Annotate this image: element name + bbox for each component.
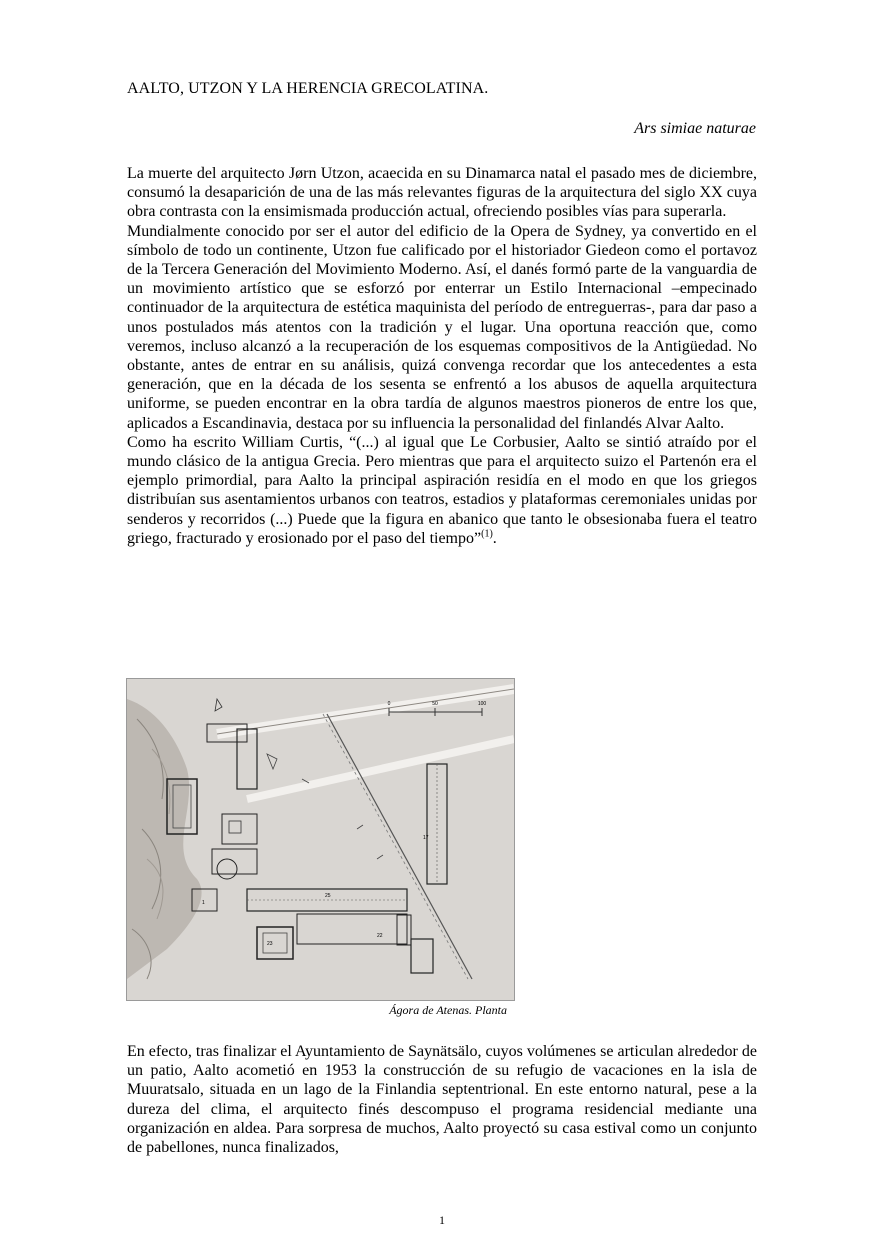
plan-label-17: 17 (423, 835, 429, 841)
footnote-marker: (1) (481, 528, 493, 540)
agora-plan-drawing (127, 679, 514, 1000)
body-text-top (127, 164, 757, 548)
agora-plan-figure (126, 678, 515, 1001)
plan-label-1: 1 (202, 900, 205, 906)
plan-label-23: 23 (267, 941, 273, 947)
paragraph-3-text: Como ha escrito William Curtis, “(...) al igual que Le Corbusier, Aalto se sintió atraído por el mundo clásico de la antigua Grecia. Pero mientras que para el arquitecto suizo el Partenón era el ejemplo primordial, para Aalto la principal aspiración residía en el modo en que los griegos distribuían sus asentamientos urbanos con teatros, estadios y plataformas ceremoniales unidas por senderos y recorridos (...) Puede que la figura en abanico que tanto le obsesionaba fuera el teatro griego, fracturado y erosionado por el paso del tiempo” (127, 433, 757, 547)
plan-label-22: 22 (377, 933, 383, 939)
document-title: AALTO, UTZON Y LA HERENCIA GRECOLATINA. (127, 80, 489, 97)
page-number: 1 (439, 1213, 445, 1227)
scale-label-0: 0 (387, 701, 391, 707)
paragraph-3 (127, 433, 757, 548)
scale-label-50: 50 (432, 701, 438, 707)
paragraph-1: La muerte del arquitecto Jørn Utzon, acaecida en su Dinamarca natal el pasado mes de diciembre, consumó la desaparición de una de las más relevantes figuras de la arquitectura del siglo XX cuya obra contrasta con la ensimismada producción actual, ofreciendo posibles vías para superarla. (127, 165, 757, 221)
scale-label-100: 100 (477, 701, 487, 707)
paragraph-4: En efecto, tras finalizar el Ayuntamiento de Saynätsälo, cuyos volúmenes se articulan alrededor de un patio, Aalto acometió en 1953 la construcción de su refugio de vacaciones en la isla de Muuratsalo, situada en un lago de la Finlandia septentrional. En este entorno natural, pese a la dureza del clima, el arquitecto finés descompuso el programa residencial mediante una organización en aldea. Para sorpresa de muchos, Aalto proyectó su casa estival como un conjunto de pabellones, nunca finalizados, (127, 1043, 757, 1157)
figure-caption: Ágora de Atenas. Planta (389, 1003, 507, 1017)
body-text-bottom (127, 1042, 757, 1157)
plan-label-25: 25 (325, 893, 331, 899)
paragraph-3-end: . (492, 529, 497, 547)
epigraph: Ars simiae naturae (634, 120, 756, 137)
paragraph-2: Mundialmente conocido por ser el autor del edificio de la Opera de Sydney, ya convertido en el símbolo de todo un continente, Utzon fue calificado por el historiador Giedeon como el portavoz de la Tercera Generación del Movimiento Moderno. Así, el danés formó parte de la vanguardia de un movimiento artístico que se esforzó por enterrar un Estilo Internacional –empecinado continuador de la arquitectura de estética maquinista del período de entreguerras-, para dar paso a unos postulados más atentos con la tradición y el lugar. Una oportuna reacción que, como veremos, incluso alcanzó a la recuperación de los esquemas compositivos de la Antigüedad. No obstante, antes de entrar en su análisis, quizá convenga recordar que los antecedentes a esta generación, que en la década de los sesenta se enfrentó a los abusos de aquella arquitectura uniforme, se pueden encontrar en la obra tardía de algunos maestros pioneros de entre los que, aplicados a Escandinavia, destaca por su influencia la personalidad del finlandés Alvar Aalto. (127, 222, 757, 432)
